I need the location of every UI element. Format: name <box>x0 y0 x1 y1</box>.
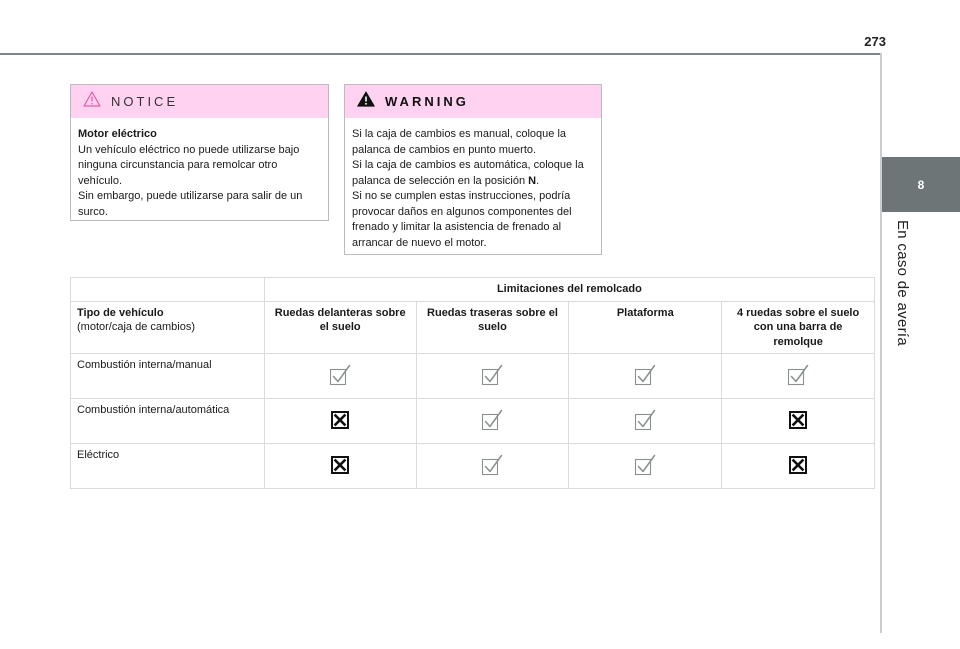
warning-line: Si la caja de cambios es manual, coloque la palanca de cambios en punto muerto. <box>352 128 567 156</box>
row-label: Eléctrico <box>71 444 265 489</box>
warning-header <box>345 85 601 118</box>
table-cell <box>569 354 722 399</box>
page-number: 273 <box>864 34 886 49</box>
column-header: Plataforma <box>569 301 722 354</box>
notice-box <box>70 84 329 221</box>
notice-warning-triangle-icon <box>83 91 101 112</box>
table-cell <box>264 399 416 444</box>
cross-icon <box>787 422 809 434</box>
notice-label: NOTICE <box>111 94 179 109</box>
warning-line <box>352 158 591 189</box>
table-cell <box>264 444 416 489</box>
column-header: Ruedas traseras sobre el suelo <box>416 301 569 354</box>
table-row <box>71 444 875 489</box>
table-row <box>71 354 875 399</box>
table-cell <box>569 444 722 489</box>
notice-line: Un vehículo eléctrico no puede utilizarse bajo ninguna circunstancia para remolcar otro vehículo. <box>78 143 300 187</box>
check-icon <box>481 377 503 389</box>
vehicle-type-title: Tipo de vehículo <box>77 306 164 319</box>
column-header: 4 ruedas sobre el suelo con una barra de remolque <box>722 301 875 354</box>
table-cell <box>569 399 722 444</box>
warning-label: WARNING <box>385 94 469 109</box>
cross-icon <box>329 467 351 479</box>
side-rule <box>880 53 882 633</box>
vehicle-type-subtitle: (motor/caja de cambios) <box>77 321 195 333</box>
warning-line-end: . <box>536 174 540 187</box>
warning-body <box>345 118 601 259</box>
warning-line-text: Si la caja de cambios es automática, coloque la palanca de selección en la posición <box>352 159 584 187</box>
table-group-header: Limitaciones del remolcado <box>264 278 874 302</box>
row-label: Combustión interna/automática <box>71 399 265 444</box>
cross-icon <box>787 467 809 479</box>
vehicle-type-header <box>71 301 265 354</box>
table-cell <box>722 354 875 399</box>
table-cell <box>416 444 569 489</box>
chapter-number: 8 <box>917 177 925 192</box>
table-group-header-row <box>71 278 875 302</box>
header-rule <box>0 53 880 55</box>
check-icon <box>329 377 351 389</box>
notice-body <box>71 118 328 228</box>
warning-triangle-icon <box>357 91 375 112</box>
check-icon <box>481 422 503 434</box>
warning-line: Si no se cumplen estas instrucciones, podría provocar daños en algunos componentes del frenado y limitar la asistencia de frenado al arrancar de nuevo el motor. <box>352 190 572 249</box>
column-header: Ruedas delanteras sobre el suelo <box>264 301 416 354</box>
check-icon <box>634 467 656 479</box>
warning-box <box>344 84 602 255</box>
gear-position-n: N <box>528 174 537 187</box>
table-cell <box>416 354 569 399</box>
check-icon <box>634 377 656 389</box>
cross-icon <box>329 422 351 434</box>
notice-line: Sin embargo, puede utilizarse para salir de un surco. <box>78 190 303 218</box>
chapter-tab[interactable] <box>882 157 960 212</box>
table-cell <box>722 444 875 489</box>
table-cell <box>722 399 875 444</box>
towing-limitations-table <box>70 277 875 489</box>
check-icon <box>634 422 656 434</box>
chapter-title: En caso de avería <box>894 220 911 347</box>
notice-heading: Motor eléctrico <box>78 128 157 140</box>
table-column-header-row <box>71 301 875 354</box>
check-icon <box>481 467 503 479</box>
notice-header <box>71 85 328 118</box>
table-cell <box>264 354 416 399</box>
check-icon <box>787 377 809 389</box>
table-cell <box>416 399 569 444</box>
table-corner-cell <box>71 278 265 302</box>
table-row <box>71 399 875 444</box>
row-label: Combustión interna/manual <box>71 354 265 399</box>
